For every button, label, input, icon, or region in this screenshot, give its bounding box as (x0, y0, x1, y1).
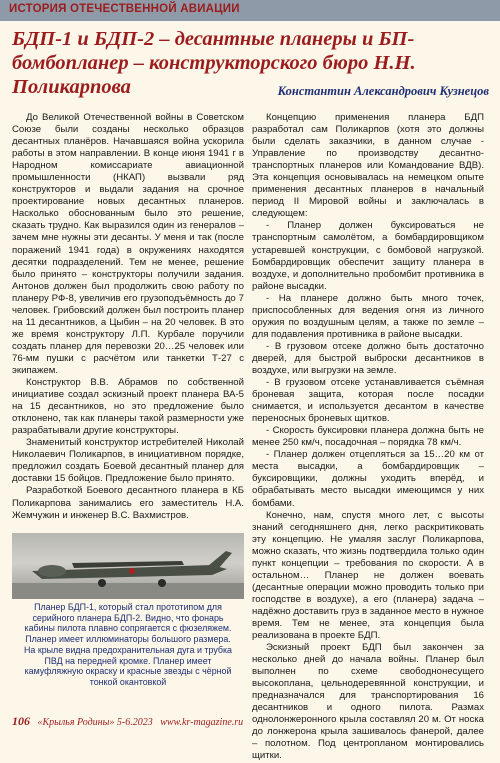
paragraph: Концепцию применения планера БДП разработал сам Поликарпов (хотя это должны были сделать заказчики, в данном случае - Управление по производству десантно-транспортных планеров или Командование ВДВ). Эта концепция основывалась на немецком опыте применения десантных планеров в начальный период II Мировой войны и заключалась в следующем: (252, 112, 484, 220)
paragraph: - В грузовом отсеке должно быть достаточно дверей, для быстрой выброски десантников в воздухе, или выгрузки на земле. (252, 340, 484, 376)
paragraph: - Планер должен отцепляться за 15…20 км от места высадки, а бомбардировщик – буксировщики, должны уходить вперёд, и обрабатывать место высадки имеющимся у них бомбами. (252, 449, 484, 509)
paragraph: - На планере должно быть много точек, приспособленных для ведения огня из личного оружия по воздушным целям, а также по земле – для подавления противника в районе высадки. (252, 292, 484, 340)
section-header-bar (0, 0, 500, 21)
caption-line: Планер имеет иллюминаторы большого размера. (25, 634, 231, 645)
right-column (252, 112, 484, 762)
page-number: 106 (12, 714, 30, 728)
paragraph: До Великой Отечественной войны в Советском Союзе были созданы несколько образцов десантных планёров. Начавшаяся война ускорила работы в этом направлении. В конце июня 1941 г в Народном комиссариате авиационной промышленности (НКАП) вызвали ряд конструкторов и выдали задания на срочное проектирование новых десантных планеров. Насколько обоснованным было это решение, сказать трудно. Как выразился один из генералов – зачем мне нужны эти десанты. У меня и так (после поражений 1941 года) в окружениях находятся десятки подразделений. Тем не менее, решение было принято – конструкторы получили задания. Антонов должен был продолжить свою работу по планеру РФ-8, увеличив его грузоподъёмность до 7 человек. Грибовский должен был построить планер на 11 десантников, а Цыбин – на 20 человек. В это же время конструктору Л.П. Курбале поручили создать планер для перевозки 20…25 человек или 76-мм пушки с расчётом или танкетки Т-27 с экипажем. (12, 112, 244, 376)
magazine-url[interactable]: www.kr-magazine.ru (160, 717, 244, 728)
page-footer (12, 714, 490, 729)
article-title: БДП-1 и БДП-2 – десантные планеры и БП-бомбопланер – конструкторского бюро Н.Н. Поликарпова (12, 28, 416, 98)
photo-caption (18, 602, 238, 688)
paragraph: Знаменитый конструктор истребителей Николай Николаевич Поликарпов, в инициативном порядке, предложил создать Боевой десантный планер для доставки 15 бойцов. Предложение было принято. (12, 437, 244, 485)
article-author: Константин Александрович Кузнецов (277, 84, 489, 98)
paragraph: - Скорость буксировки планера должна быть не менее 250 км/ч, посадочная – порядка 78 км/ч. (252, 425, 484, 449)
section-title: ИСТОРИЯ ОТЕЧЕСТВЕННОЙ АВИАЦИИ (9, 3, 240, 15)
caption-line: Планер БДП-1, который стал прототипом для серийного планера БДП-2. Видно, что фонарь кабины пилота плавно сопрягается с фюзеляжем. (24, 602, 232, 634)
caption-line: На крыле видна предохранительная дуга и трубка ПВД на передней кромке. Планер имеет камуфляжную окраску и красные звезды с чёрной тонкой окантовкой (24, 644, 232, 687)
glider-photo (12, 533, 244, 599)
magazine-name: «Крылья Родины» 5-6.2023 (37, 717, 153, 728)
paragraph: Эскизный проект БДП был закончен за несколько дней до начала войны. Планер был выполнен по схеме свободнонесущего высокоплана, цельнодеревянной конструкции, и предназначался для транспортирования 16 десантников и одного пилота. Размах однолонжеронного крыла составлял 20 м. От носка до лонжерона крыла зашивалось фанерой, далее – полотном. Под центропланом монтировались щитки. (252, 642, 484, 762)
glider-illustration (12, 533, 244, 599)
paragraph: - Планер должен буксироваться не транспортным самолётом, а бомбардировщиком устаревшей конструкции, с бомбовой нагрузкой. Бомбардировщик обеспечит защиту планера в воздухе, и дополнительно пробомбит противника в районе высадки. (252, 220, 484, 292)
paragraph: - В грузовом отсеке устанавливается съёмная броневая защита, которая после посадки снимается, и используется десантом в качестве переносных броневых щитков. (252, 377, 484, 425)
left-column (12, 112, 244, 532)
paragraph: Конечно, нам, спустя много лет, с высоты знаний сегодняшнего дня, легко раскритиковать эту концепцию. Не умаляя заслуг Поликарпова, можно сказать, что жизнь подтвердила только один пункт концепции – требования по скорости. А в остальном… Планер не должен воевать (десантные операции можно проводить только при господстве в воздухе), а его (планера) задача – надёжно доставить груз в заданное место в нужное время. Тем не менее, эта концепция была реализована в проекте БДП. (252, 509, 484, 642)
paragraph: Конструктор В.В. Абрамов по собственной инициативе создал эскизный проект планера ВА-5 на 15 десантников, но это предложение было отклонено, так как планеры такой размерности уже разрабатывали другие конструкторы. (12, 377, 244, 437)
paragraph: Разработкой Боевого десантного планера в КБ Поликарпова занимались его заместитель Н.А. Жемчужин и инженер В.С. Вахмистров. (12, 485, 244, 521)
